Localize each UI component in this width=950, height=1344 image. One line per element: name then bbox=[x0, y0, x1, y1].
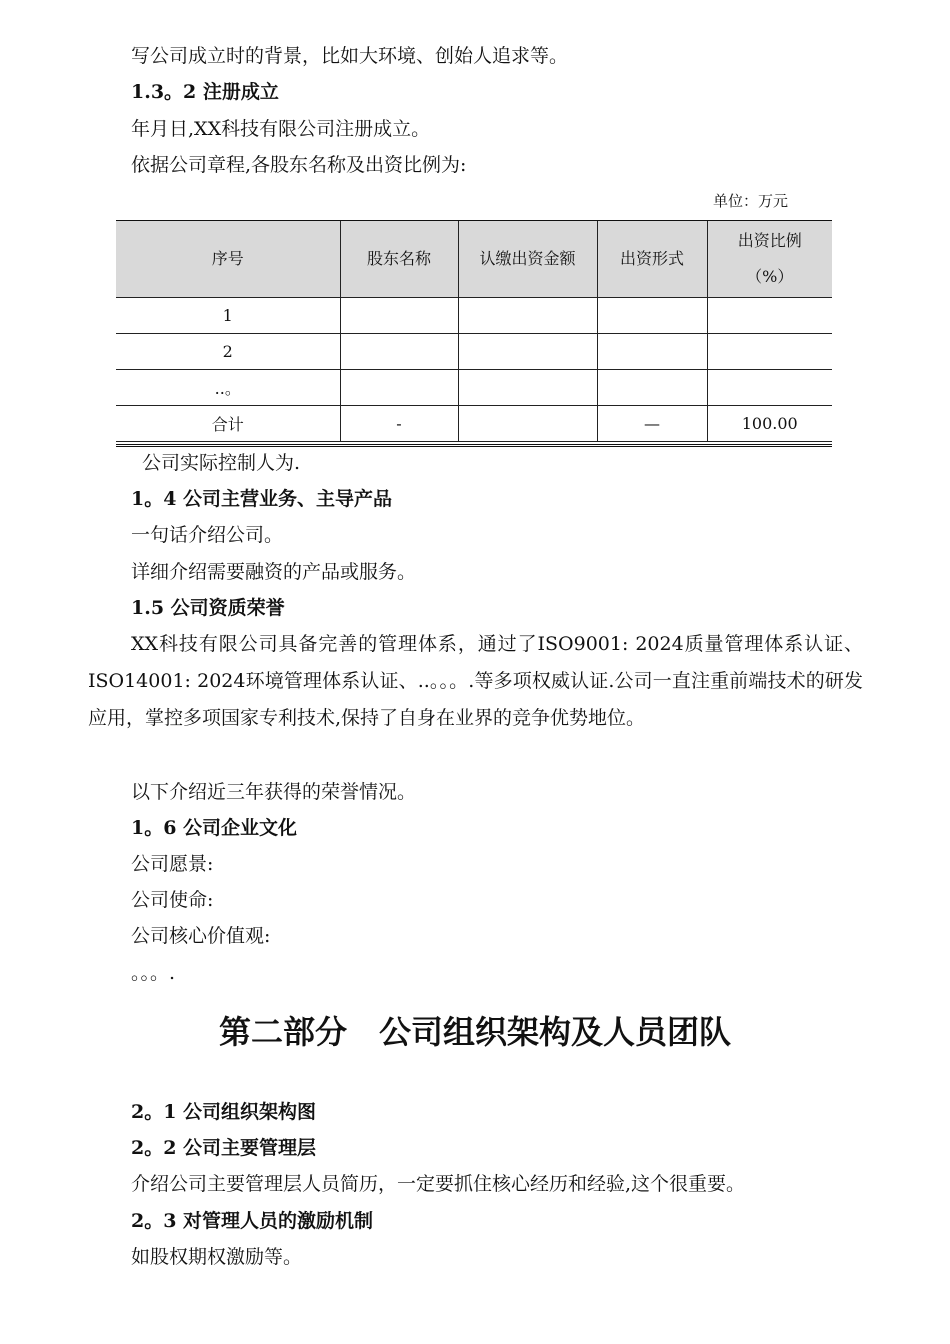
table-row bbox=[116, 369, 832, 405]
cell-total-amount bbox=[458, 405, 597, 441]
header-ratio-unit: （%） bbox=[746, 266, 794, 286]
heading-1-5: 1.5 公司资质荣誉 bbox=[131, 597, 285, 619]
vision-line: 公司愿景: bbox=[131, 853, 214, 875]
header-index: 序号 bbox=[116, 221, 340, 297]
incentive-example-line: 如股权期权激励等。 bbox=[131, 1246, 303, 1268]
heading-2-2: 2。2 公司主要管理层 bbox=[131, 1137, 317, 1159]
part-two-title: 第二部分 公司组织架构及人员团队 bbox=[218, 1013, 731, 1051]
cell-total-ratio: 100.00 bbox=[707, 405, 832, 441]
heading-2-3: 2。3 对管理人员的激励机制 bbox=[131, 1210, 374, 1232]
cell-shareholder-name bbox=[340, 297, 458, 333]
ellipsis-line: 。。。. bbox=[131, 962, 176, 984]
cell-subscribed-amount bbox=[458, 333, 597, 369]
header-contribution-form: 出资形式 bbox=[597, 221, 707, 297]
one-line-intro: 一句话介绍公司。 bbox=[131, 524, 284, 546]
table-bottom-rule bbox=[116, 444, 832, 447]
background-note: 写公司成立时的背景，比如大环境、创始人追求等。 bbox=[131, 45, 569, 67]
cell-contribution-form bbox=[597, 369, 707, 405]
cell-subscribed-amount bbox=[458, 369, 597, 405]
shareholder-table bbox=[116, 221, 832, 442]
cell-contribution-ratio bbox=[707, 333, 832, 369]
cell-index: 2 bbox=[116, 333, 340, 369]
cell-total-label: 合计 bbox=[116, 405, 340, 441]
cell-shareholder-name bbox=[340, 333, 458, 369]
cell-total-form: — bbox=[597, 405, 707, 441]
management-intro-line: 介绍公司主要管理层人员简历，一定要抓住核心经历和经验,这个很重要。 bbox=[131, 1173, 746, 1195]
cell-total-shareholder-name: - bbox=[340, 405, 458, 441]
header-shareholder-name: 股东名称 bbox=[340, 221, 458, 297]
cell-contribution-ratio bbox=[707, 297, 832, 333]
shareholder-intro: 依据公司章程,各股东名称及出资比例为: bbox=[131, 154, 467, 176]
cell-index: 1 bbox=[116, 297, 340, 333]
actual-controller-line: 公司实际控制人为. bbox=[142, 452, 301, 474]
product-detail-line: 详细介绍需要融资的产品或服务。 bbox=[131, 561, 417, 583]
cell-contribution-ratio bbox=[707, 369, 832, 405]
table-header-row bbox=[116, 221, 832, 297]
mission-line: 公司使命: bbox=[131, 889, 214, 911]
cell-contribution-form bbox=[597, 333, 707, 369]
table-total-row bbox=[116, 405, 832, 441]
unit-label: 单位：万元 bbox=[713, 192, 789, 210]
heading-2-1: 2。1 公司组织架构图 bbox=[131, 1101, 317, 1123]
cell-contribution-form bbox=[597, 297, 707, 333]
cell-subscribed-amount bbox=[458, 297, 597, 333]
cell-shareholder-name bbox=[340, 369, 458, 405]
heading-1-6: 1。6 公司企业文化 bbox=[131, 817, 298, 839]
header-contribution-ratio bbox=[707, 221, 832, 297]
header-ratio-label: 出资比例 bbox=[737, 230, 802, 250]
registration-line: 年月日,XX科技有限公司注册成立。 bbox=[131, 118, 431, 140]
core-values-line: 公司核心价值观: bbox=[131, 925, 271, 947]
table-row bbox=[116, 333, 832, 369]
table-row bbox=[116, 297, 832, 333]
cell-index: ..。 bbox=[116, 369, 340, 405]
heading-1-4: 1。4 公司主营业务、主导产品 bbox=[131, 488, 393, 510]
header-subscribed-amount: 认缴出资金额 bbox=[458, 221, 597, 297]
honors-intro-line: 以下介绍近三年获得的荣誉情况。 bbox=[131, 781, 417, 803]
heading-1-3-2: 1.3。2 注册成立 bbox=[131, 81, 279, 103]
qualification-paragraph: XX科技有限公司具备完善的管理体系，通过了ISO9001: 2024质量管理体系认证、ISO14001: 2024环境管理体系认证、..。。。.等多项权威认证.公司一直注重前端技术的研发应用，掌控多项国家专利技术,保持了自身在业界的竞争优势地位。 bbox=[88, 633, 863, 729]
